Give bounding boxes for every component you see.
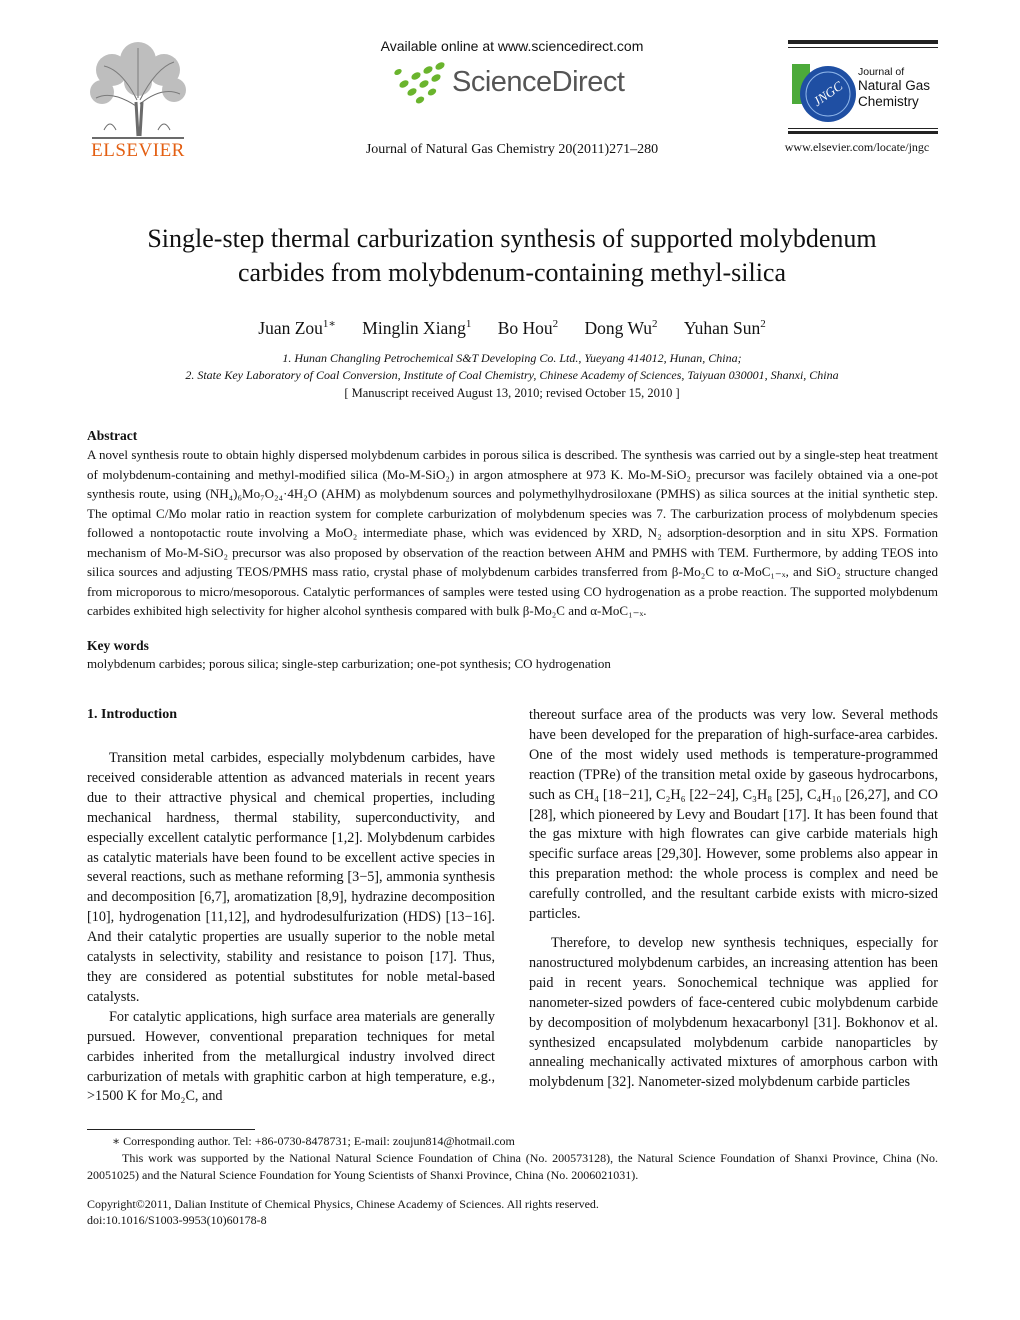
body-column-right (529, 706, 938, 1093)
author: Minglin Xiang$^1$ (362, 317, 472, 338)
journal-url[interactable]: www.elsevier.com/locate/jngc (784, 140, 930, 154)
jngc-journal-name (858, 66, 930, 110)
author: Juan Zou$^{1∗}$ (258, 317, 336, 338)
footnote-rule (87, 1129, 255, 1130)
jngc-name-line-1: Journal of (858, 66, 905, 78)
affiliation-2: 2. State Key Laboratory of Coal Conversion, Institute of Coal Chemistry, Chinese Academy of Sciences, Taiyuan 030001, Shanxi, China (185, 368, 839, 382)
jngc-top-rule-thin (788, 47, 938, 48)
author: Dong Wu$^2$ (584, 317, 658, 338)
jngc-name-line-3: Chemistry (858, 94, 919, 109)
jngc-name-line-2: Natural Gas (858, 78, 931, 93)
elsevier-tree-icon (82, 40, 194, 140)
jngc-seal-icon (790, 58, 858, 126)
sciencedirect-wordmark: ScienceDirect (452, 66, 625, 98)
abstract-heading: Abstract (87, 428, 138, 443)
author: Bo Hou$^2$ (497, 317, 559, 338)
copyright-block (87, 1196, 599, 1228)
jngc-bottom-rule (788, 131, 938, 134)
article-title-line-2: carbides from molybdenum-containing methyl-silica (237, 258, 787, 287)
elsevier-wordmark: ELSEVIER (91, 140, 185, 161)
copyright-line: Copyright©2011, Dalian Institute of Chemical Physics, Chinese Academy of Sciences. All rights reserved. (87, 1197, 599, 1211)
jngc-bottom-rule-thin (788, 128, 938, 129)
manuscript-dates: [ Manuscript received August 13, 2010; revised October 15, 2010 ] (344, 386, 680, 400)
author-list (60, 317, 964, 339)
sciencedirect-dots-icon (390, 60, 450, 106)
elsevier-logo (82, 40, 194, 160)
footnote-funding: This work was supported by the National Natural Science Foundation of China (No. 200573128), the Natural Science Foundation of Shanxi Province, China (No. 20051025) and the Natural Science Foundation for Young Scientists of Shanxi Province, China (No. 2006021031). (87, 1151, 938, 1182)
keywords-text: molybdenum carbides; porous silica; single-step carburization; one-pot synthesis; CO hydrogenation (87, 656, 611, 671)
footnote-corresponding-author: ∗ Corresponding author. Tel: +86-0730-8478731; E-mail: zoujun814@hotmail.com (112, 1134, 515, 1148)
keywords-heading: Key words (87, 638, 149, 653)
jngc-seal-text: JNGC (810, 78, 846, 110)
body-paragraph: For catalytic applications, high surface area materials are generally pursued. However, conventional preparation techniques for metal carbides inherited from the metallurgical industry involved direct carburization of metals with graphitic carbon at high temperature, e.g., >1500 K for Mo₂C, and (87, 1008, 495, 1105)
affiliation-1: 1. Hunan Changling Petrochemical S&T Developing Co. Ltd., Yueyang 414012, Hunan, China; (282, 351, 742, 365)
section-heading-introduction: 1. Introduction (87, 707, 177, 722)
jngc-top-rule (788, 40, 938, 44)
body-column-left (87, 749, 495, 1107)
body-paragraph: Therefore, to develop new synthesis techniques, especially for nanostructured molybdenum carbides, an increasing attention has been paid in recent years. Sonochemical technique was applied for nanometer-sized powders of face-centered cubic molybdenum carbide by decomposition of molybdenum hexacarbonyl [31]. Bokhonov et al. synthesized encapsulated molybdenum carbide nanoparticles by annealing mechanically activated mixtures of amorphous carbon with molybdenum [32]. Nanometer-sized molybdenum carbide particles (529, 934, 938, 1091)
abstract-text: A novel synthesis route to obtain highly dispersed molybdenum carbides in porous silica is described. The synthesis was carried out by a single-step heat treatment of molybdenum-containing and methyl-modified silica (Mo-M-SiO₂) in argon atmosphere at 973 K. Mo-M-SiO₂ precursor was facilely obtained via a one-pot synthesis route, using (NH₄)₆Mo₇O₂₄·4H₂O (AHM) as molybdenum sources and polymethylhydrosiloxane (PMHS) as silica sources at the initial synthetic step. The optimal C/Mo molar ratio in reaction system for complete carburization of molybdenum species was 7. The carburization process of molybdenum species followed a nontopotactic route involving a MoO₂ intermediate phase, which was evidenced by XRD, N₂ adsorption-desorption and in situ XPS. Formation mechanism of Mo-M-SiO₂ precursor was also proposed by observation of the reaction between AHM and PMHS with TEM. Furthermore, by adding TEOS into silica sources and adjusting TEOS/PMHS mass ratio, crystal phase of molybdenum carbides transferred from β-Mo₂C to α-MoC₁₋ₓ, and SiO₂ structure changed from microporous to micro/mesoporous. Catalytic performances of samples were tested using CO hydrogenation as a probe reaction. The supported molybdenum carbides exhibited high selectivity for higher alcohol synthesis compared with bulk β-Mo₂C and α-MoC₁₋ₓ. (87, 447, 938, 618)
available-online-text: Available online at www.sciencedirect.com (380, 38, 644, 54)
doi-line[interactable]: doi:10.1016/S1003-9953(10)60178-8 (87, 1213, 267, 1227)
article-title (60, 222, 964, 290)
body-paragraph: Transition metal carbides, especially molybdenum carbides, have received considerable attention as advanced materials in recent years due to their attractive physical and chemical properties, including mechanical hardness, thermal stability, superconductivity, and especially excellent catalytic performance [1,2]. Molybdenum carbides as catalytic materials have been found to be excellent active species in several reactions, such as methane reforming [3−5], ammonia synthesis and decomposition [6,7], aromatization [8,9], hydrazine decomposition [10], hydrogenation [11,12], and hydrodesulfurization (HDS) [13−16]. And their catalytic properties are usually superior to the noble metal catalysts in selectivity, stability and resistance to poison [17]. Thus, they are considered as potential substitutes for noble metal-based catalysts. (87, 750, 495, 1005)
journal-reference: Journal of Natural Gas Chemistry 20(2011)271–280 (365, 142, 659, 157)
sciencedirect-logo (390, 60, 640, 106)
article-title-line-1: Single-step thermal carburization synthesis of supported molybdenum (147, 224, 877, 253)
jngc-logo (788, 40, 938, 134)
author: Yuhan Sun$^2$ (683, 317, 766, 338)
body-paragraph: thereout surface area of the products was very low. Several methods have been developed for the preparation of high-surface-area carbides. One of the most widely used methods is temperature-programmed reaction (TPRe) of the transition metal oxide by gaseous hydrocarbons, such as CH₄ [18−21], C₂H₆ [22−24], C₃H₈ [25], C₄H₁₀ [26,27], and CO [28], which pioneered by Levy and Boudart [17]. It has been found that the gas mixture with high flowrates can give carbide materials high specific surface areas [29,30]. However, some problems also appear in this preparation method: the whole process is complex and need be carefully controlled, and the resultant carbide exists with micro-sized particles. (529, 707, 938, 923)
